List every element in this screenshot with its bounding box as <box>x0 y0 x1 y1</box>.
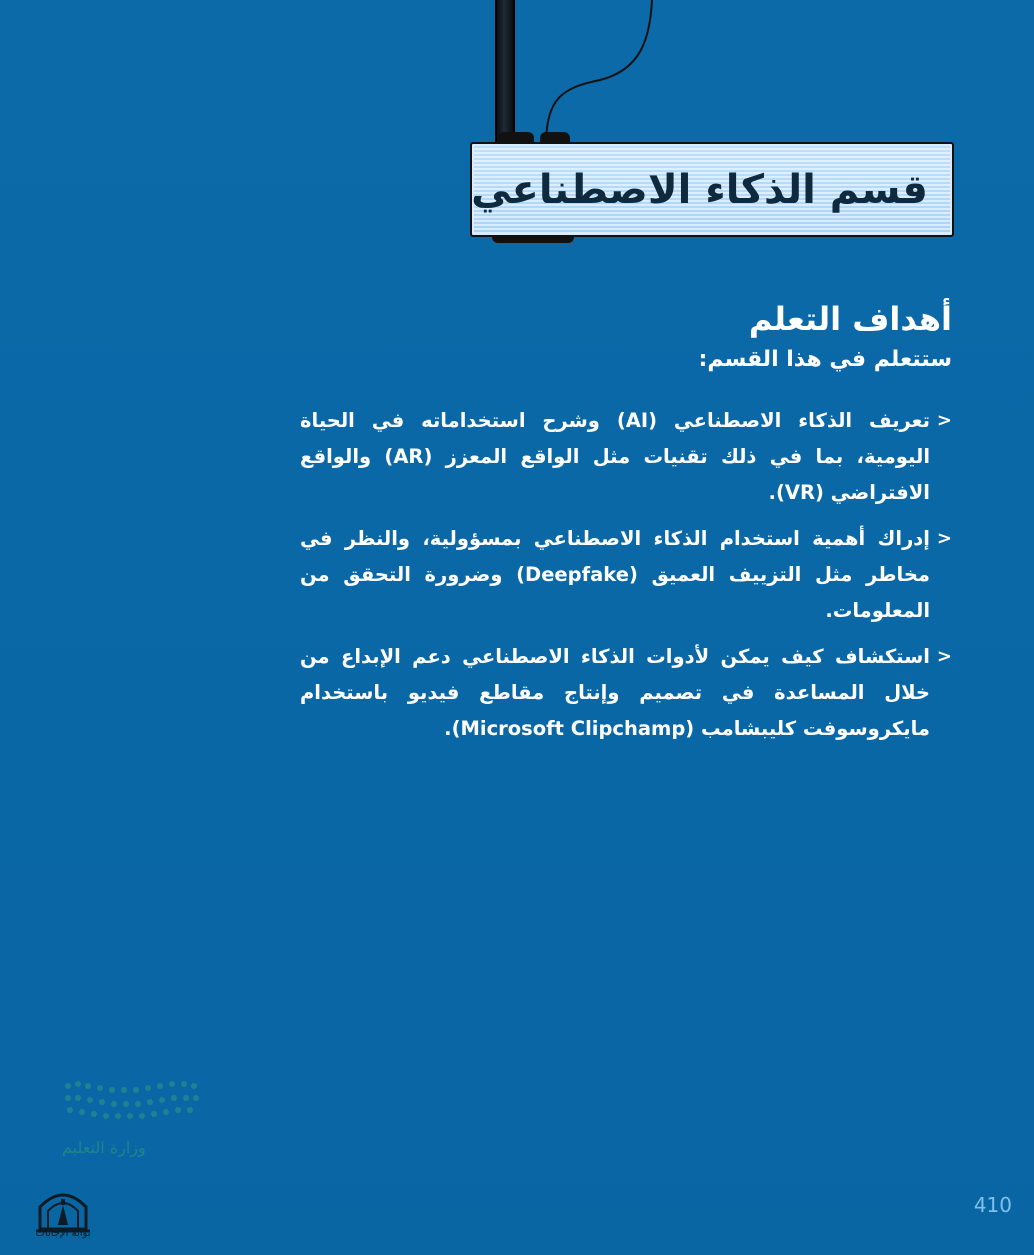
goal-text: تعريف الذكاء الاصطناعي (AI) وشرح استخداماته في الحياة اليومية، بما في ذلك تقنيات مثل الواقع المعزز (AR) والواقع الافتراضي (VR). <box>300 409 930 504</box>
learning-goals <box>300 295 952 757</box>
gate-logo-icon <box>32 1185 94 1251</box>
goal-item <box>300 639 952 747</box>
goal-item <box>300 521 952 629</box>
chevron-bullet-icon: > <box>936 410 952 431</box>
goal-text: إدراك أهمية استخدام الذكاء الاصطناعي بمسؤولية، والنظر في مخاطر مثل التزييف العميق (Deepfake) وضرورة التحقق من المعلومات. <box>300 527 930 622</box>
sign-wire <box>530 0 670 145</box>
goal-item <box>300 403 952 511</box>
section-title-sign <box>470 142 954 237</box>
learning-goals-intro: ستتعلم في هذا القسم: <box>698 347 952 372</box>
learning-goals-list <box>300 403 952 747</box>
goal-text: استكشاف كيف يمكن لأدوات الذكاء الاصطناعي دعم الإبداع من خلال المساعدة في تصميم وإنتاج مقاطع فيديو باستخدام مايكروسوفت كليبشامب (Microsoft Clipchamp). <box>300 645 930 740</box>
section-title: قسم الذكاء الاصطناعي <box>471 167 928 213</box>
ministry-logo-icon <box>60 1078 210 1188</box>
sign-pole <box>495 0 515 145</box>
page-number: 410 <box>973 1193 1012 1217</box>
learning-goals-heading: أهداف التعلم <box>748 300 952 338</box>
gate-label: بوابة الإجابات <box>35 1228 91 1239</box>
chevron-bullet-icon: > <box>936 528 952 549</box>
chevron-bullet-icon: > <box>936 646 952 667</box>
sign-bottom-bar <box>492 235 574 243</box>
ministry-name: وزارة التعليم <box>62 1138 146 1157</box>
